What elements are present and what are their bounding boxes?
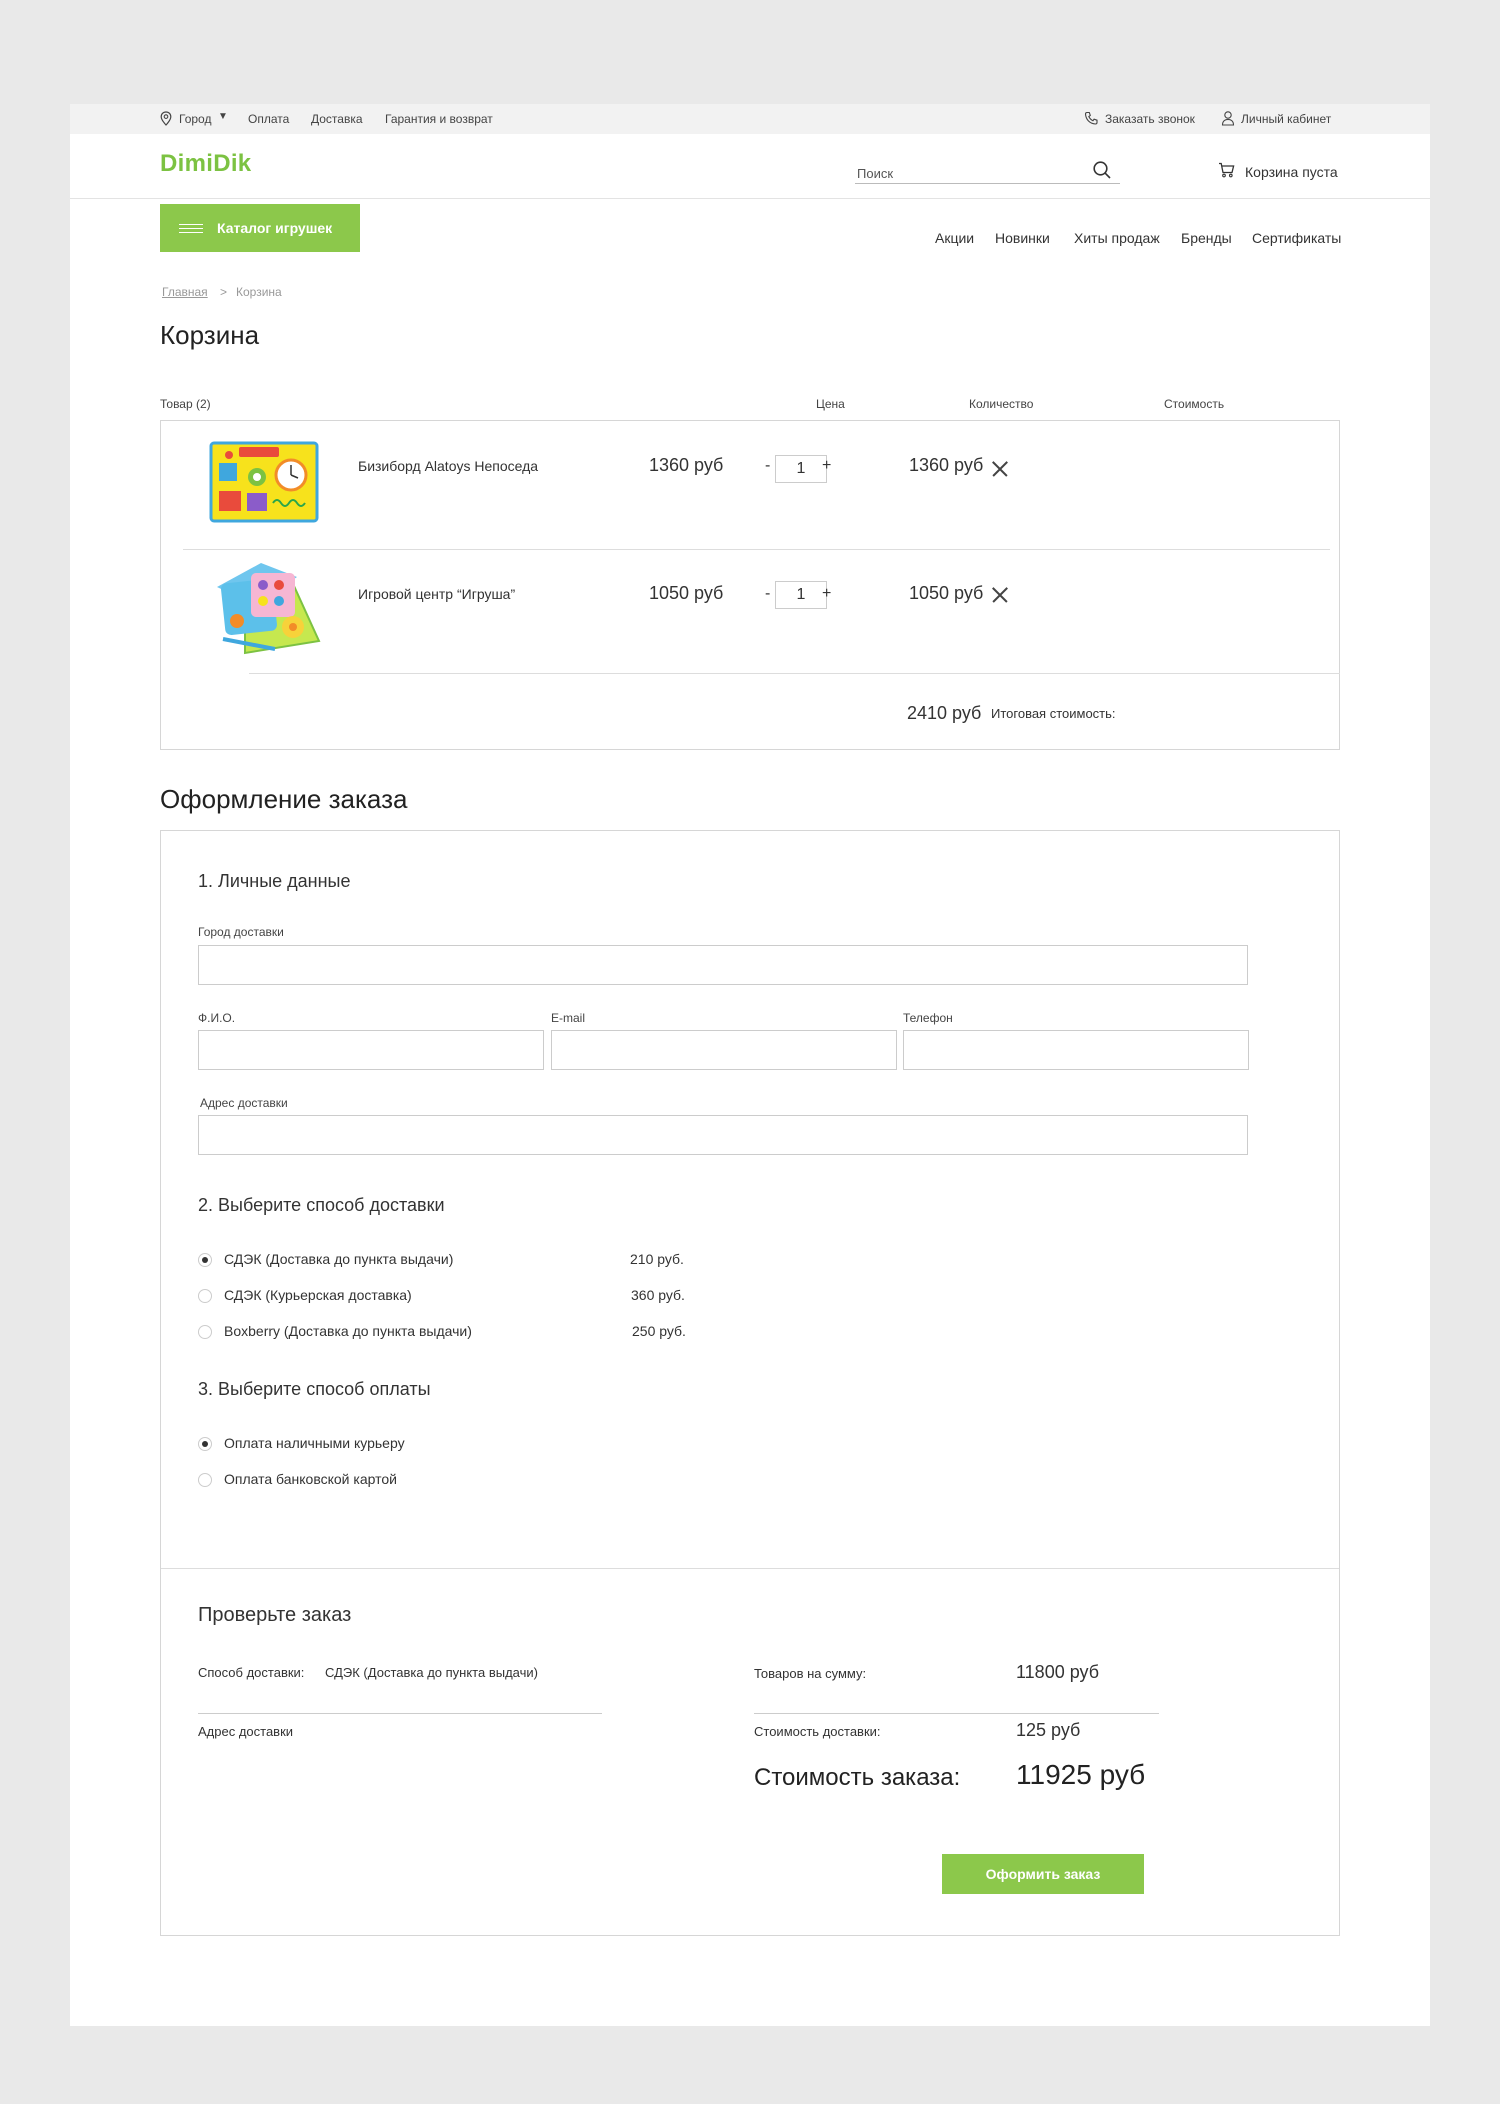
section-divider — [161, 1568, 1339, 1569]
review-delivery-label: Способ доставки: — [198, 1665, 305, 1680]
callback-link[interactable]: Заказать звонок — [1105, 112, 1195, 126]
delivery-option-price: 360 руб. — [631, 1287, 685, 1303]
review-title: Проверьте заказ — [198, 1604, 352, 1626]
quantity-input[interactable] — [775, 455, 827, 483]
phone-icon — [1084, 111, 1099, 126]
page-title: Корзина — [160, 320, 260, 350]
delivery-radio-cdek-pickup[interactable] — [198, 1253, 212, 1267]
step-delivery: 2. Выберите способ доставки — [198, 1195, 445, 1215]
goods-sum-value: 11800 руб — [1016, 1662, 1100, 1682]
delivery-radio-boxberry[interactable] — [198, 1325, 212, 1339]
name-label: Ф.И.О. — [198, 1011, 236, 1025]
city-field[interactable] — [198, 945, 1248, 985]
shipping-cost-label: Стоимость доставки: — [754, 1724, 881, 1739]
review-address-label: Адрес доставки — [198, 1724, 294, 1739]
topbar-link-delivery[interactable]: Доставка — [311, 112, 363, 126]
step-personal-data: 1. Личные данные — [198, 871, 351, 891]
review-divider — [198, 1713, 602, 1714]
catalog-button-label: Каталог игрушек — [217, 220, 333, 236]
product-price: 1050 руб — [649, 583, 724, 603]
remove-item-icon[interactable] — [992, 587, 1008, 603]
user-icon — [1221, 110, 1235, 126]
delivery-option-label[interactable]: СДЭК (Доставка до пункта выдачи) — [224, 1251, 454, 1267]
product-price: 1360 руб — [649, 455, 724, 475]
checkout-title: Оформление заказа — [160, 784, 408, 814]
place-order-button[interactable]: Оформить заказ — [942, 1854, 1144, 1894]
product-name[interactable]: Игровой центр “Игруша” — [358, 586, 516, 602]
col-header-price: Цена — [816, 397, 845, 411]
email-field[interactable] — [551, 1030, 897, 1070]
address-label: Адрес доставки — [200, 1096, 288, 1110]
order-total-label: Стоимость заказа: — [754, 1764, 961, 1791]
payment-radio-cash[interactable] — [198, 1437, 212, 1451]
menu-icon — [179, 224, 203, 233]
shipping-cost-value: 125 руб — [1016, 1720, 1081, 1740]
product-image-play-center[interactable] — [211, 557, 323, 661]
payment-option-label[interactable]: Оплата банковской картой — [224, 1471, 397, 1487]
address-field[interactable] — [198, 1115, 1248, 1155]
delivery-option-price: 210 руб. — [630, 1251, 684, 1267]
location-pin-icon — [160, 111, 172, 126]
qty-minus-button[interactable]: - — [765, 457, 771, 474]
name-field[interactable] — [198, 1030, 544, 1070]
header-divider — [70, 198, 1430, 199]
row-divider — [249, 673, 1340, 674]
grand-total-value: 2410 руб — [907, 703, 982, 723]
col-header-item: Товар (2) — [160, 397, 211, 411]
chevron-down-icon[interactable]: ▼ — [218, 111, 228, 122]
delivery-radio-cdek-courier[interactable] — [198, 1289, 212, 1303]
breadcrumb-current: Корзина — [236, 285, 282, 299]
catalog-button[interactable] — [160, 204, 360, 252]
row-divider — [183, 549, 1330, 550]
logo[interactable]: DimiDik — [160, 150, 252, 177]
qty-plus-button[interactable]: + — [822, 585, 832, 602]
review-divider — [754, 1713, 1159, 1714]
nav-item-sales[interactable]: Акции — [935, 230, 975, 246]
cart-icon[interactable] — [1218, 162, 1235, 178]
account-link[interactable]: Личный кабинет — [1241, 112, 1332, 126]
product-total: 1050 руб — [909, 583, 984, 603]
nav-item-bestsellers[interactable]: Хиты продаж — [1074, 230, 1160, 246]
delivery-option-label[interactable]: Boxberry (Доставка до пункта выдачи) — [224, 1323, 472, 1339]
search-input[interactable] — [855, 158, 1120, 184]
grand-total-label: Итоговая стоимость: — [991, 706, 1116, 721]
col-header-total: Стоимость — [1164, 397, 1225, 411]
nav-item-brands[interactable]: Бренды — [1181, 230, 1232, 246]
breadcrumb-separator: > — [220, 285, 228, 299]
page — [70, 104, 1430, 2026]
order-total-value: 11925 руб — [1016, 1759, 1146, 1790]
payment-radio-card[interactable] — [198, 1473, 212, 1487]
email-label: E-mail — [551, 1011, 586, 1025]
quantity-input[interactable] — [775, 581, 827, 609]
delivery-option-price: 250 руб. — [632, 1323, 686, 1339]
nav-item-certificates[interactable]: Сертификаты — [1252, 230, 1342, 246]
checkout-form — [160, 830, 1340, 1936]
goods-sum-label: Товаров на сумму: — [754, 1666, 867, 1681]
cart-status[interactable]: Корзина пуста — [1245, 164, 1338, 180]
qty-minus-button[interactable]: - — [765, 585, 771, 602]
payment-option-label[interactable]: Оплата наличными курьеру — [224, 1435, 405, 1451]
delivery-option-label[interactable]: СДЭК (Курьерская доставка) — [224, 1287, 412, 1303]
topbar-link-warranty[interactable]: Гарантия и возврат — [385, 112, 493, 126]
breadcrumb-home[interactable]: Главная — [162, 285, 208, 299]
city-selector[interactable]: Город — [179, 112, 212, 126]
city-label: Город доставки — [198, 925, 284, 939]
product-image-busyboard[interactable] — [209, 441, 319, 523]
phone-label: Телефон — [903, 1011, 953, 1025]
search-icon[interactable] — [1092, 160, 1112, 180]
remove-item-icon[interactable] — [992, 461, 1008, 477]
cart-table — [160, 420, 1340, 750]
col-header-qty: Количество — [969, 397, 1034, 411]
topbar-link-payment[interactable]: Оплата — [248, 112, 290, 126]
step-payment: 3. Выберите способ оплаты — [198, 1379, 431, 1399]
phone-field[interactable] — [903, 1030, 1249, 1070]
review-delivery-value: СДЭК (Доставка до пункта выдачи) — [325, 1665, 538, 1680]
product-name[interactable]: Бизиборд Alatoys Непоседа — [358, 458, 539, 474]
top-bar — [70, 104, 1430, 134]
qty-plus-button[interactable]: + — [822, 457, 832, 474]
product-total: 1360 руб — [909, 455, 984, 475]
nav-item-new[interactable]: Новинки — [995, 230, 1050, 246]
